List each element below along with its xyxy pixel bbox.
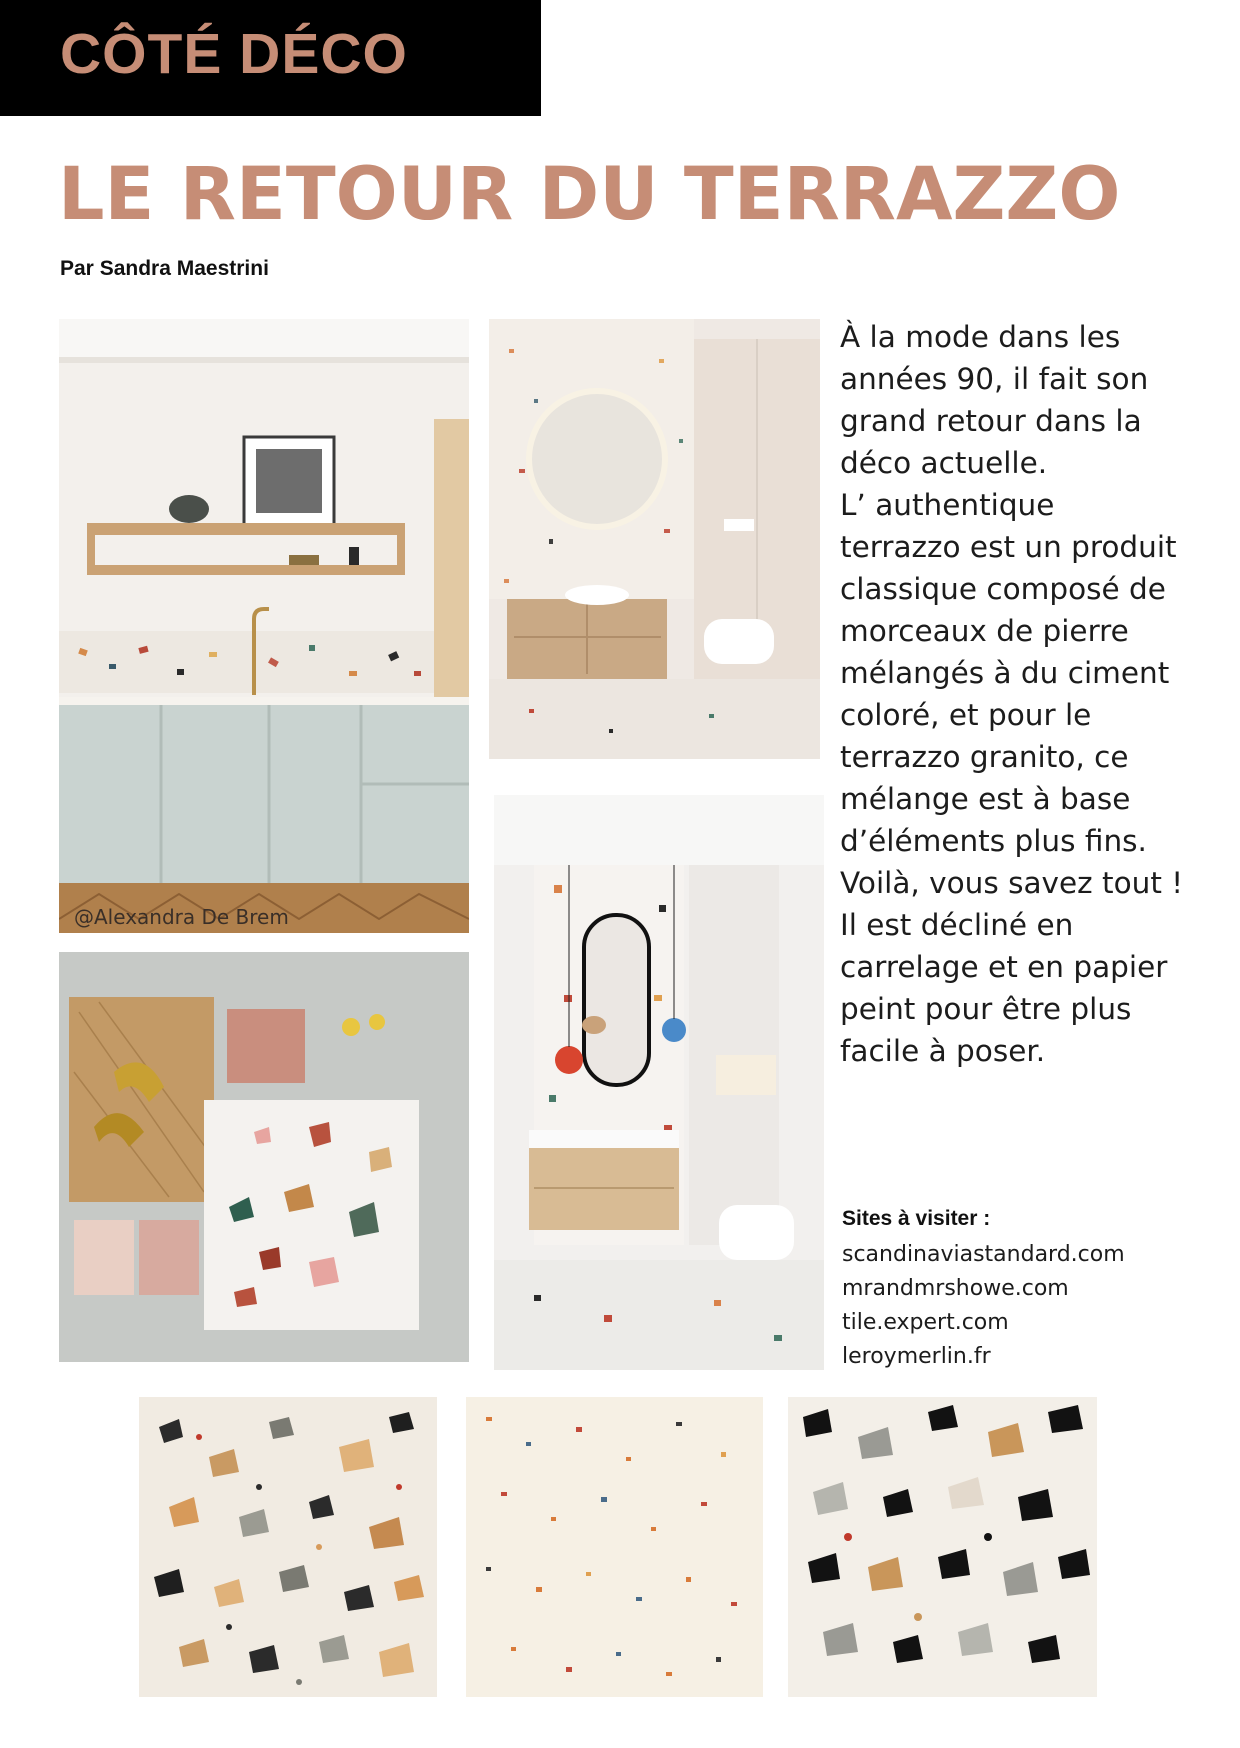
article-line: classique composé de <box>840 572 1166 606</box>
article-line: L’ authentique <box>840 488 1055 522</box>
article-line: coloré, et pour le <box>840 698 1092 732</box>
article-line: mélange est à base <box>840 782 1131 816</box>
bathroom-round-mirror-photo <box>489 319 820 759</box>
article-line: carrelage et en papier <box>840 950 1168 984</box>
kitchen-photo <box>59 319 469 933</box>
article-line: terrazzo granito, ce <box>840 740 1129 774</box>
site-link: leroymerlin.fr <box>842 1344 991 1369</box>
article-line: d’éléments plus fins. <box>840 824 1147 858</box>
article-line: mélangés à du ciment <box>840 656 1170 690</box>
article-line: grand retour dans la <box>840 404 1142 438</box>
article-line: Voilà, vous savez tout ! <box>840 866 1184 900</box>
bathroom-oval-mirror-photo <box>494 795 824 1370</box>
site-link: mrandmrshowe.com <box>842 1276 1069 1301</box>
terrazzo-swatch-warm <box>139 1397 437 1697</box>
site-link: scandinaviastandard.com <box>842 1242 1125 1267</box>
article-line: Il est décliné en <box>840 908 1074 942</box>
article-line: À la mode dans les <box>840 320 1121 354</box>
terrazzo-swatch-dark <box>788 1397 1097 1697</box>
section-tag <box>0 0 541 116</box>
article-line: morceaux de pierre <box>840 614 1129 648</box>
article-byline: Par Sandra Maestrini <box>60 257 269 280</box>
article-line: années 90, il fait son <box>840 362 1149 396</box>
article-title: LE RETOUR DU TERRAZZO <box>58 152 1121 237</box>
sites-heading: Sites à visiter : <box>842 1207 991 1230</box>
site-link: tile.expert.com <box>842 1310 1009 1335</box>
sites-list <box>842 1238 1125 1374</box>
material-moodboard-photo <box>59 952 469 1362</box>
article-line: terrazzo est un produit <box>840 530 1177 564</box>
terrazzo-swatch-fine <box>466 1397 763 1697</box>
article-line: facile à poser. <box>840 1034 1046 1068</box>
article-body <box>840 316 1220 1072</box>
article-line: peint pour être plus <box>840 992 1132 1026</box>
kitchen-photo-credit: @Alexandra De Brem <box>74 905 289 929</box>
section-tag-text: CÔTÉ DÉCO <box>60 22 408 86</box>
article-line: déco actuelle. <box>840 446 1048 480</box>
